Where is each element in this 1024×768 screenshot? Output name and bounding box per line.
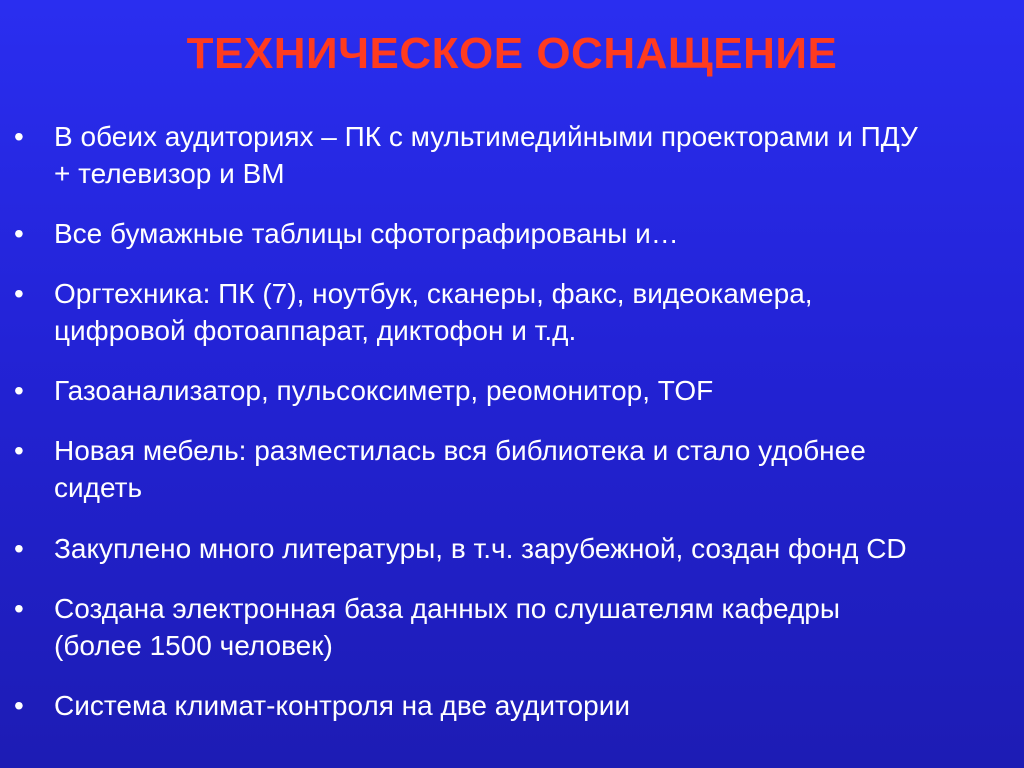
bullet-line: Создана электронная база данных по слушателям кафедры — [54, 593, 840, 624]
bullet-line: (более 1500 человек) — [54, 630, 333, 661]
bullet-icon: • — [14, 690, 24, 721]
bullet-text — [54, 530, 1018, 567]
bullet-line: Новая мебель: разместилась вся библиотека и стало удобнее — [54, 435, 866, 466]
bullet-text — [54, 372, 1018, 409]
bullet-icon: • — [14, 278, 24, 309]
slide-title: ТЕХНИЧЕСКОЕ ОСНАЩЕНИЕ — [186, 29, 838, 78]
bullet-text — [54, 118, 1018, 192]
bullet-icon: • — [14, 435, 24, 466]
bullet-line: + телевизор и ВМ — [54, 158, 285, 189]
bullet-icon: • — [14, 593, 24, 624]
bullet-line: В обеих аудиториях – ПК с мультимедийными проекторами и ПДУ — [54, 121, 918, 152]
bullet-icon: • — [14, 121, 24, 152]
bullet-text — [54, 432, 1018, 506]
bullet-icon: • — [14, 533, 24, 564]
bullet-line: Закуплено много литературы, в т.ч. зарубежной, создан фонд CD — [54, 533, 907, 564]
bullet-line: Оргтехника: ПК (7), ноутбук, сканеры, факс, видеокамера, — [54, 278, 813, 309]
bullet-line: сидеть — [54, 472, 143, 503]
bullet-text — [54, 275, 1018, 349]
bullet-text — [54, 215, 1018, 252]
bullet-text — [54, 590, 1018, 664]
bullet-line: Все бумажные таблицы сфотографированы и… — [54, 218, 679, 249]
bullet-line: Газоанализатор, пульсоксиметр, реомонитор, TOF — [54, 375, 714, 406]
bullet-line: Система климат-контроля на две аудитории — [54, 690, 630, 721]
bullet-icon: • — [14, 375, 24, 406]
bullet-line: цифровой фотоаппарат, диктофон и т.д. — [54, 315, 577, 346]
bullet-icon: • — [14, 218, 24, 249]
bullet-text — [54, 687, 1018, 724]
